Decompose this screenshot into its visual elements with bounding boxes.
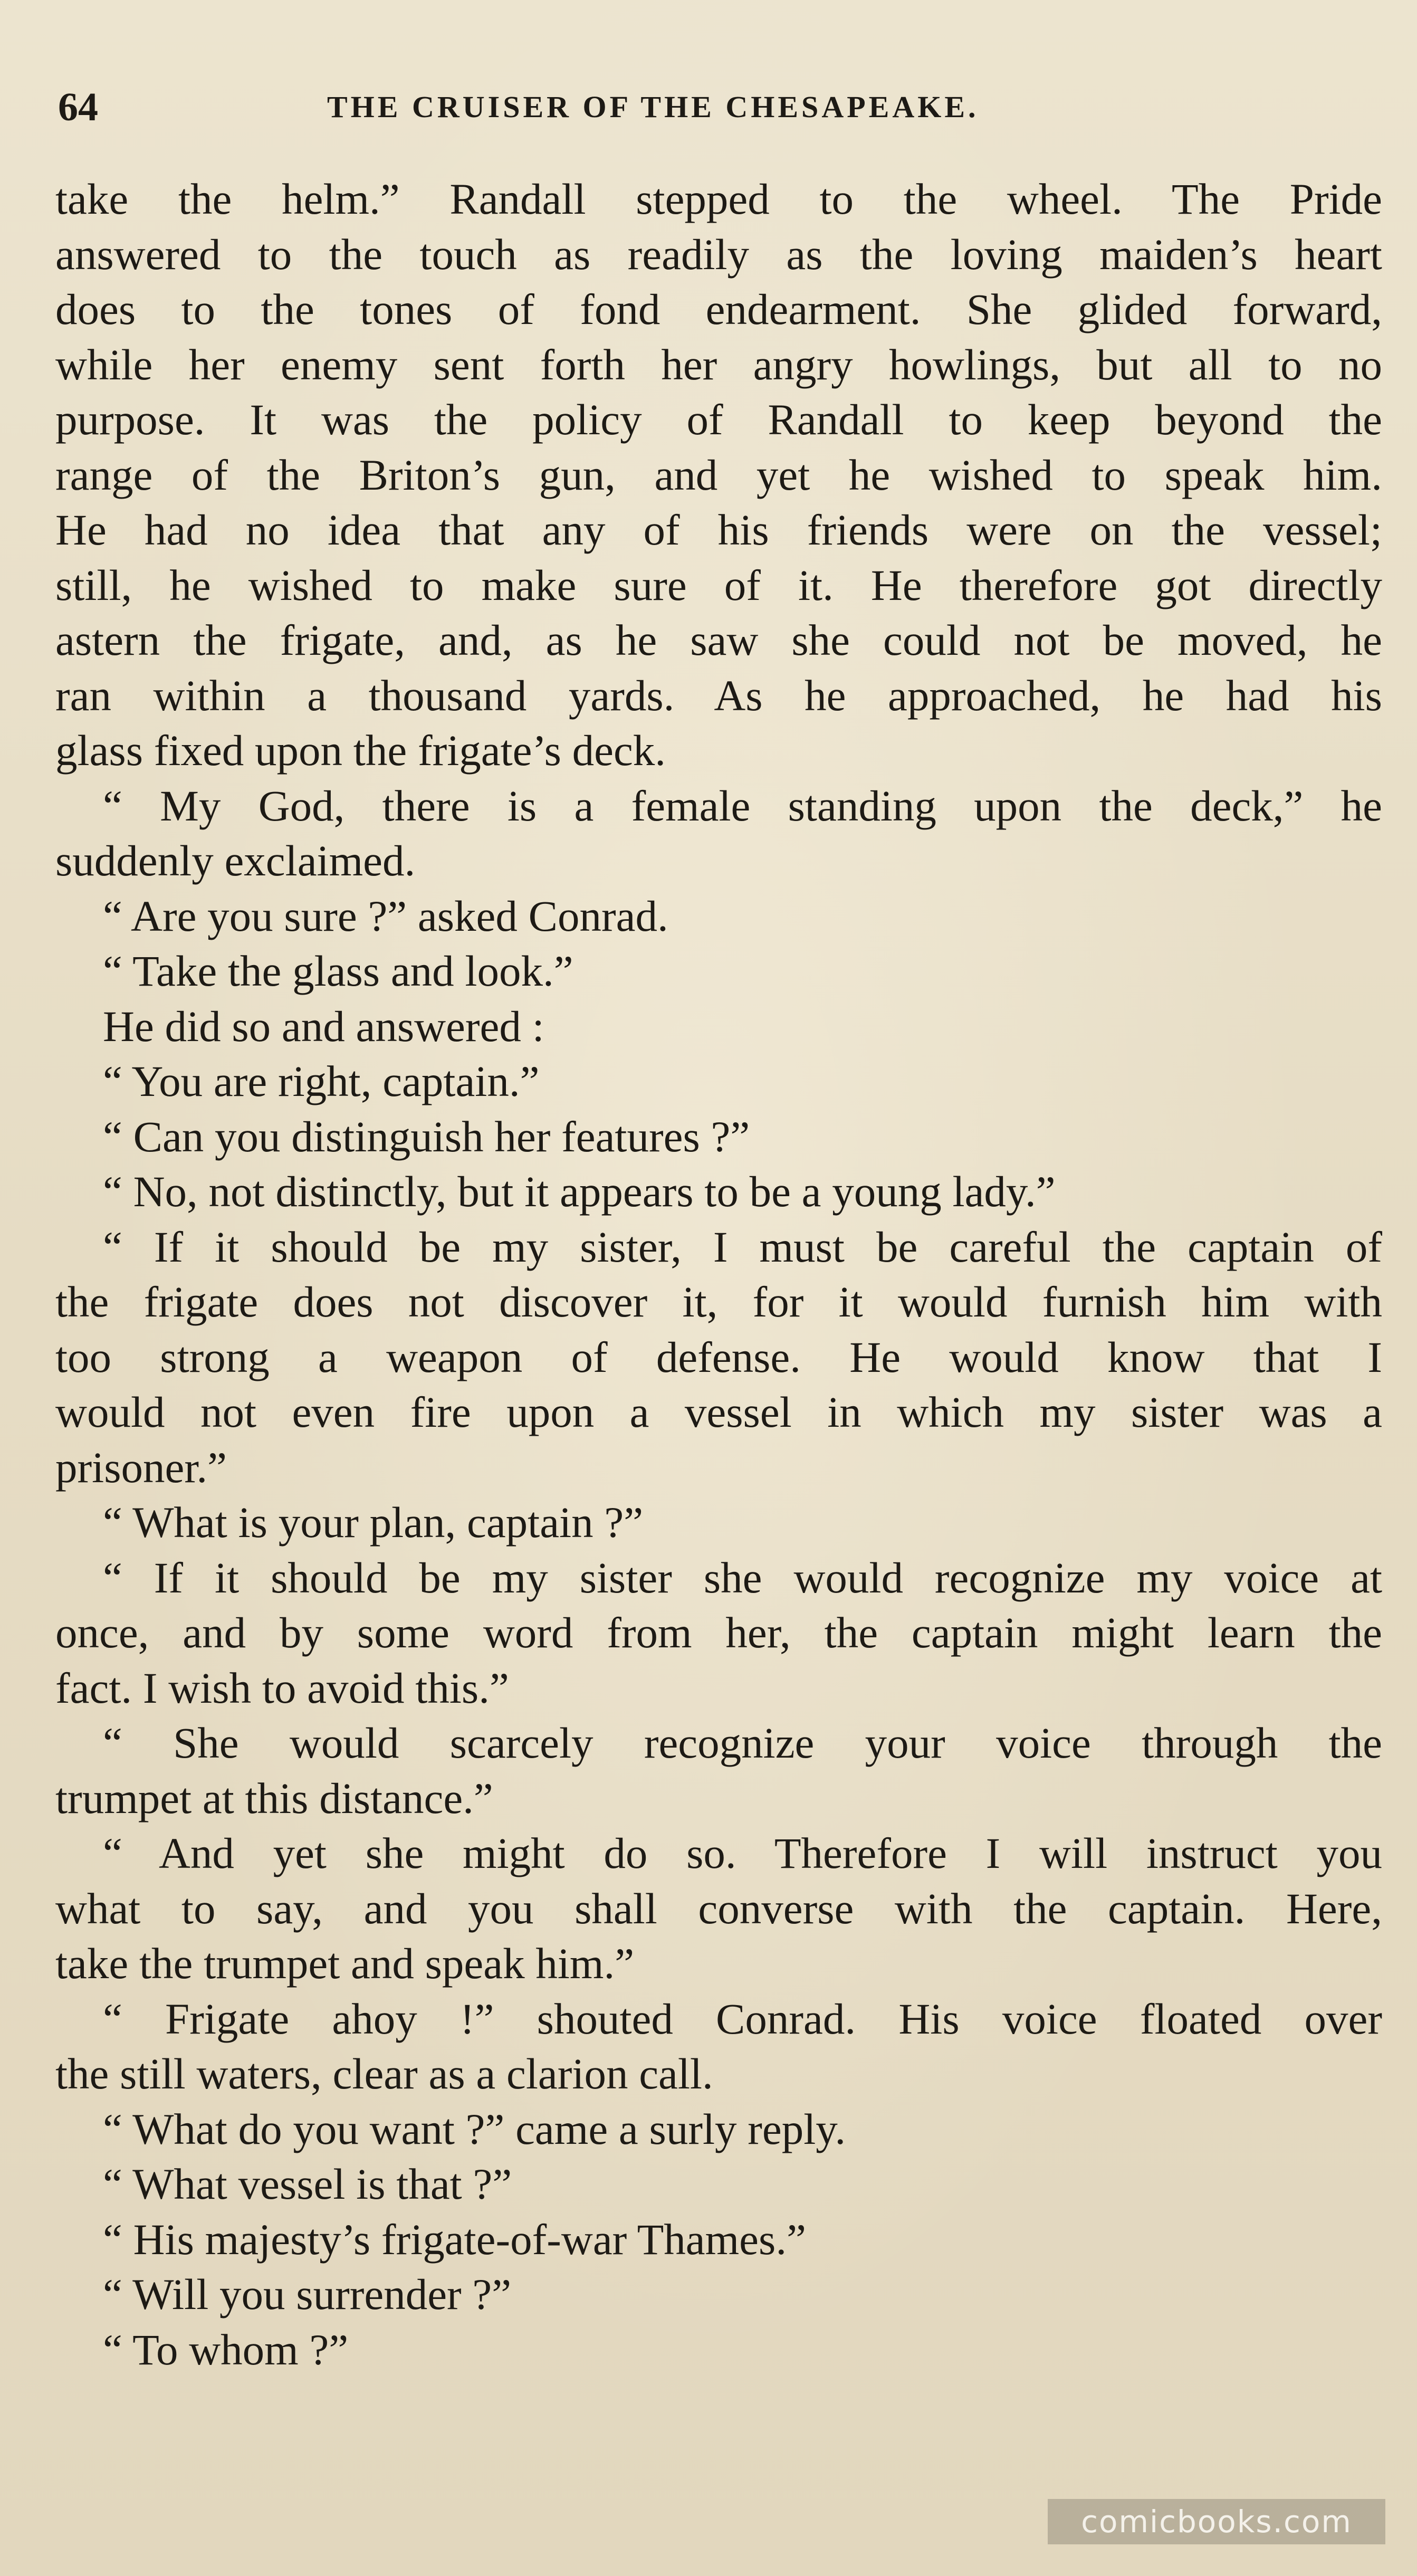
text-line: “ Frigate ahoy !” shouted Conrad. His voice floated over — [103, 1994, 1382, 2043]
text-line: while her enemy sent forth her angry howlings, but all to no — [55, 340, 1382, 389]
text-line: “ Can you distinguish her features ?” — [103, 1112, 750, 1161]
book-title: THE CRUISER OF THE CHESAPEAKE. — [327, 90, 979, 124]
text-line: once, and by some word from her, the captain might learn the — [55, 1608, 1382, 1657]
text-line: the frigate does not discover it, for it would furnish him with — [55, 1277, 1382, 1326]
text-line: “ She would scarcely recognize your voice through the — [103, 1719, 1382, 1767]
text-line: “ To whom ?” — [103, 2325, 349, 2374]
text-line: does to the tones of fond endearment. She glided forward, — [55, 285, 1382, 333]
text-line: He did so and answered : — [103, 1001, 544, 1051]
text-line: “ What do you want ?” came a surly reply. — [103, 2104, 846, 2153]
text-line: prisoner.” — [55, 1443, 227, 1492]
text-line: He had no idea that any of his friends were on the vessel; — [55, 505, 1382, 554]
running-head — [58, 78, 1356, 136]
text-line: suddenly exclaimed. — [55, 836, 416, 885]
text-line: glass fixed upon the frigate’s deck. — [55, 726, 666, 775]
text-line: take the helm.” Randall stepped to the wheel. The Pride — [55, 175, 1382, 223]
text-line: the still waters, clear as a clarion call. — [55, 2049, 713, 2098]
text-line: what to say, and you shall converse with the captain. Here, — [55, 1884, 1382, 1933]
text-line: too strong a weapon of defense. He would know that I — [55, 1332, 1382, 1381]
text-line: astern the frigate, and, as he saw she could not be moved, he — [55, 616, 1382, 664]
text-line: ran within a thousand yards. As he approached, he had his — [55, 671, 1382, 720]
body-text — [55, 171, 1382, 2377]
text-line: purpose. It was the policy of Randall to keep beyond the — [55, 395, 1382, 444]
text-line: “ His majesty’s frigate-of-war Thames.” — [103, 2215, 806, 2264]
text-line: “ Will you surrender ?” — [103, 2270, 512, 2319]
text-line: still, he wished to make sure of it. He therefore got directly — [55, 560, 1382, 609]
text-line: “ What vessel is that ?” — [103, 2160, 512, 2208]
text-line: range of the Briton’s gun, and yet he wished to speak him. — [55, 450, 1382, 499]
watermark: comicbooks.com — [1048, 2499, 1385, 2544]
text-line: fact. I wish to avoid this.” — [55, 1663, 509, 1712]
text-line: take the trumpet and speak him.” — [55, 1939, 635, 1988]
text-line: “ Are you sure ?” asked Conrad. — [103, 891, 668, 940]
text-line: answered to the touch as readily as the loving maiden’s heart — [55, 230, 1382, 279]
text-line: “ Take the glass and look.” — [103, 947, 573, 995]
text-line: trumpet at this distance.” — [55, 1773, 493, 1823]
text-line: “ What is your plan, captain ?” — [103, 1498, 644, 1547]
text-line: “ If it should be my sister, I must be careful the captain of — [103, 1222, 1382, 1271]
text-line: “ My God, there is a female standing upon the deck,” he — [103, 781, 1382, 830]
text-line: “ If it should be my sister she would recognize my voice at — [103, 1553, 1382, 1602]
text-line: “ You are right, captain.” — [103, 1057, 540, 1105]
text-line: “ No, not distinctly, but it appears to be a young lady.” — [103, 1167, 1056, 1216]
page-number: 64 — [58, 85, 98, 129]
text-line: “ And yet she might do so. Therefore I will instruct you — [103, 1829, 1382, 1877]
text-line: would not even fire upon a vessel in which my sister was a — [55, 1388, 1382, 1436]
